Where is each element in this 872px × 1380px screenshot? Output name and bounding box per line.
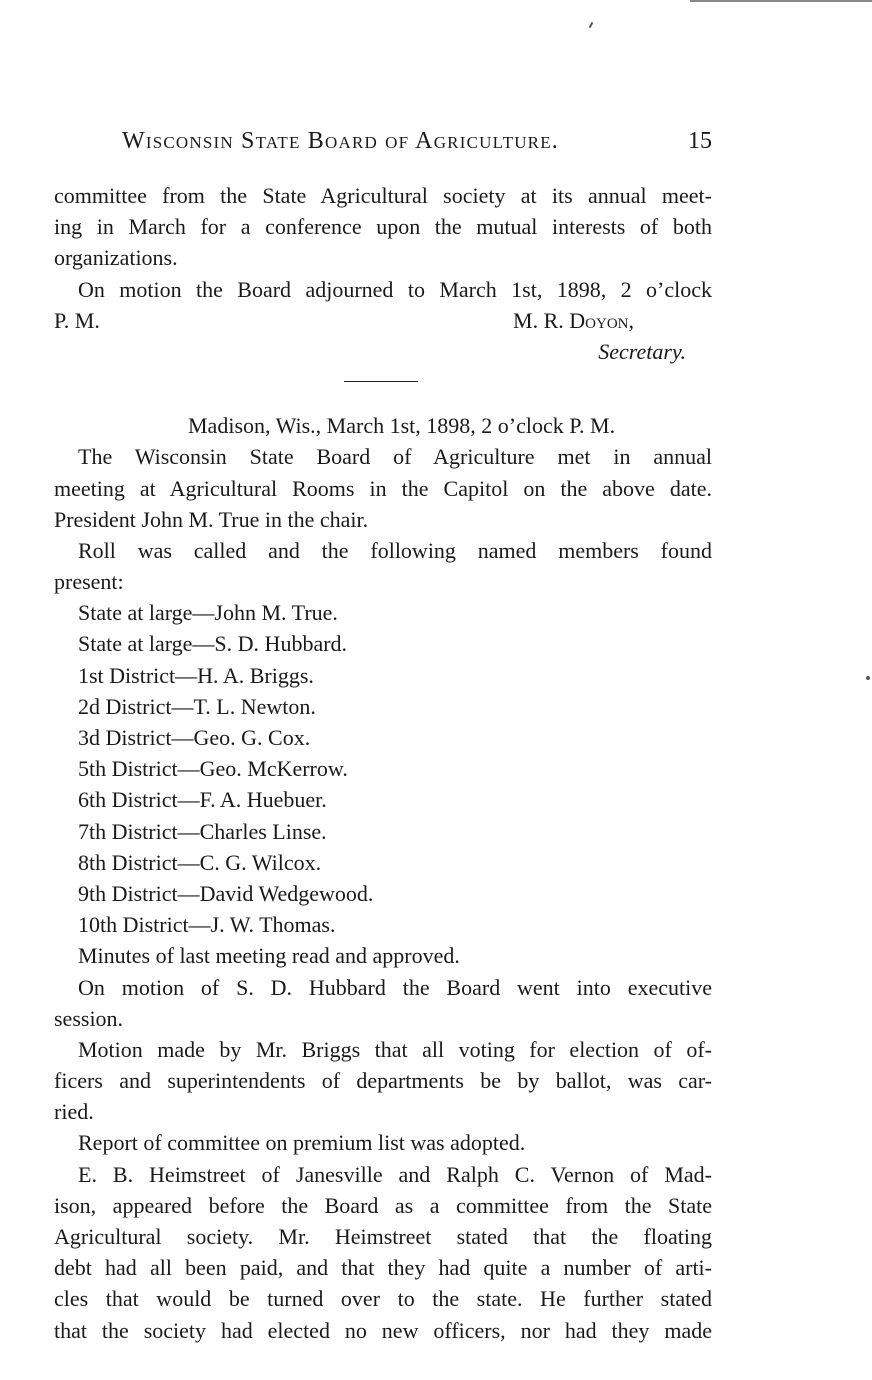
paragraph-roll-call [54,535,712,597]
list-item: 3d District—Geo. G. Cox. [78,725,311,750]
paragraph-committee-report [54,1159,712,1346]
text-line: ing in March for a conference upon the mutual interests of both [54,214,712,240]
paragraph-premium-list: Report of committee on premium list was adopted. [78,1130,526,1156]
list-item: 6th District—F. A. Huebuer. [78,787,327,813]
text-line: P. M. [54,307,100,333]
text-line: Agricultural society. Mr. Heimstreet stated that the floating [54,1224,712,1249]
paragraph-adjournment [54,274,712,368]
signature-name: M. R. Doyon, [513,307,634,333]
list-item: 10th District—J. W. Thomas. [78,912,336,938]
running-title: Wisconsin State Board of Agriculture. [122,128,560,154]
scan-speck [589,22,594,28]
text-line: debt had all been paid, and that they had quite a number of arti- [54,1255,712,1281]
signature-row [54,305,712,336]
text-line: ison, appeared before the Board as a committee from the State [54,1192,712,1218]
section-divider [344,381,418,382]
text-line: The Wisconsin State Board of Agriculture met in annual [78,444,712,470]
list-item: 2d District—T. L. Newton. [78,693,316,719]
text-line: organizations. [54,245,178,271]
body-text [54,180,712,1346]
paragraph-continuation [54,180,712,274]
text-line: committee from the State Agricultural society at its annual meet- [54,183,712,208]
list-item: 7th District—Charles Linse. [78,818,327,844]
text-line: that the society had elected no new officers, nor had they made [54,1317,712,1343]
text-line: On motion the Board adjourned to March 1st, 1898, 2 o’clock [78,276,712,302]
dateline: Madison, Wis., March 1st, 1898, 2 o’clock P. M. [188,413,616,439]
list-item: State at large—John M. True. [78,600,338,626]
text-line: Motion made by Mr. Briggs that all voting for election of of- [78,1036,712,1062]
text-line: ried. [54,1099,94,1125]
paragraph-meeting [54,441,712,535]
list-item: 8th District—C. G. Wilcox. [78,849,322,875]
signature-title: Secretary. [598,338,686,364]
paragraph-executive-session [54,972,712,1034]
text-line: session. [54,1005,124,1031]
text-line: cles that would be turned over to the state. He further stated [54,1286,712,1312]
text-line: ficers and superintendents of departments be by ballot, was car- [54,1068,712,1094]
scan-speck [866,676,870,680]
list-item: State at large—S. D. Hubbard. [78,631,348,657]
list-item: 9th District—David Wedgewood. [78,880,374,906]
text-line: E. B. Heimstreet of Janesville and Ralph C. Vernon of Mad- [78,1161,712,1187]
text-line: present: [54,569,124,595]
scan-edge-line [690,0,872,2]
running-head [122,128,712,155]
paragraph-minutes: Minutes of last meeting read and approved. [78,943,460,969]
text-line: Roll was called and the following named members found [78,537,712,563]
list-item: 1st District—H. A. Briggs. [78,662,314,688]
paragraph-ballot-motion [54,1034,712,1128]
members-list [54,597,712,940]
page-number: 15 [688,128,712,154]
text-line: President John M. True in the chair. [54,506,369,532]
text-line: meeting at Agricultural Rooms in the Capitol on the above date. [54,475,712,501]
text-line: On motion of S. D. Hubbard the Board went into executive [78,974,712,1000]
list-item: 5th District—Geo. McKerrow. [78,756,348,782]
